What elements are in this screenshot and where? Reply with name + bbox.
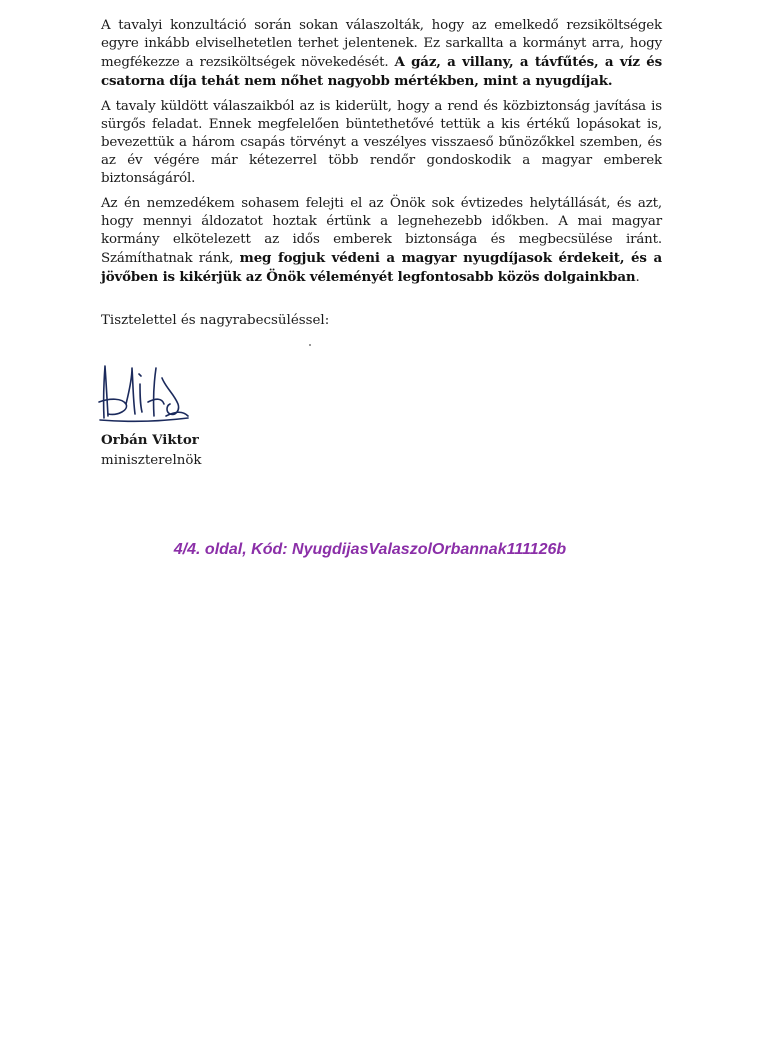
paragraph-bold-text: meg fogjuk védeni a magyar nyugdíjasok érdekeit, és a jövőben is kikérjük az Önök véleményét legfontosabb közös dolgainkban bbox=[101, 250, 662, 285]
paragraph-text: Az én nemzedékem sohasem felejti el az Önök sok évtizedes helytállását, és azt, hogy mennyi áldozatot hoztak értünk a legnehezebb időkben. A mai magyar kormány elkötelezett az idős emberek biztonsága és megbecsülése iránt. Számíthatnak ránk, bbox=[101, 196, 662, 266]
page-code-text: 4/4. oldal, Kód: NyugdijasValaszolOrbannak111126b bbox=[173, 541, 567, 558]
paragraph-text: A tavalyi konzultáció során sokan válaszolták, hogy az emelkedő rezsiköltségek egyre inkább elviselhetetlen terhet jelentenek. Ez sarkallta a kormányt arra, hogy megfékezze a rezsiköltségek növekedését. bbox=[101, 18, 662, 70]
closing-salutation: Tisztelettel és nagyrabecsüléssel: bbox=[101, 313, 330, 328]
paragraph-bold-text: A gáz, a villany, a távfűtés, a víz és csatorna díja tehát nem nőhet nagyobb mértékben, mint a nyugdíjak. bbox=[101, 54, 662, 89]
paragraph-text: A tavaly küldött válaszaikból az is kiderült, hogy a rend és közbiztonság javítása is sürgős feladat. Ennek megfelelően büntethetővé tettük a kis értékű lopásokat is, bevezettük a három csapás törvényt a veszélyes visszaeső bűnözőkkel szemben, és az év végére már kétezerrel több rendőr gondoskodik a magyar emberek biztonságáról. bbox=[101, 99, 662, 186]
scan-artifact bbox=[309, 344, 311, 346]
paragraph-text: . bbox=[635, 270, 640, 285]
signature-image bbox=[96, 358, 192, 428]
signer-title: miniszterelnök bbox=[101, 453, 202, 468]
paragraph-pensioners bbox=[101, 195, 662, 287]
paragraph-public-safety bbox=[101, 98, 662, 188]
signer-name: Orbán Viktor bbox=[101, 432, 199, 448]
paragraph-utility-costs bbox=[101, 17, 662, 91]
page-code-footer bbox=[0, 541, 760, 559]
letter-body bbox=[101, 17, 662, 294]
